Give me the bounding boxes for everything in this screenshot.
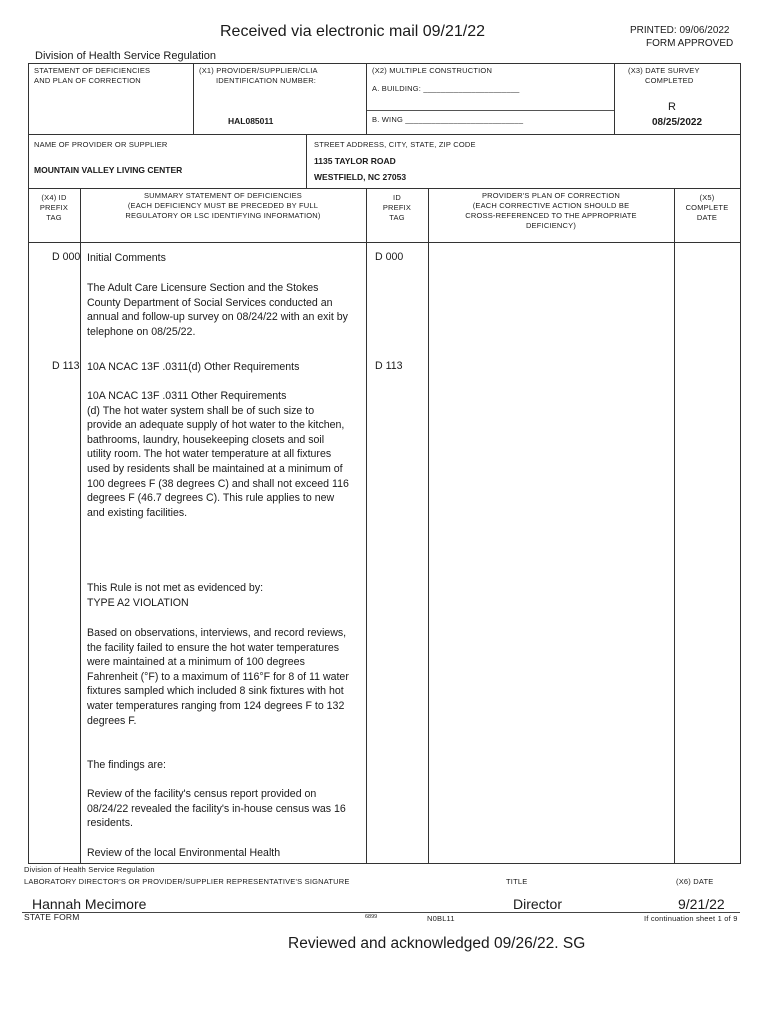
tag-d000-left: D 000 [52, 251, 81, 263]
x3-label-line1: (X3) DATE SURVEY [628, 66, 700, 75]
x2-label: (X2) MULTIPLE CONSTRUCTION [372, 66, 493, 75]
x3-label-line2: COMPLETED [645, 76, 694, 85]
signature-label: LABORATORY DIRECTOR'S OR PROVIDER/SUPPLIER REPRESENTATIVE'S SIGNATURE [24, 877, 350, 886]
census-review: Review of the facility's census report provided on 08/24/22 revealed the facility's in-house census was 16 residents. [87, 788, 346, 830]
x5-header-line1: (X5) [699, 193, 715, 202]
building-field: A. BUILDING: ______________________ [372, 84, 520, 93]
plan-header-line3: CROSS-REFERENCED TO THE APPROPRIATE [465, 211, 637, 220]
id-header-line3: TAG [389, 213, 405, 222]
state-form-label: STATE FORM [24, 912, 80, 922]
x4-header-line1: (X4) ID [41, 193, 67, 202]
tag-d113-left: D 113 [52, 360, 80, 372]
findings-heading: The findings are: [87, 759, 166, 771]
reviewed-stamp: Reviewed and acknowledged 09/26/22. SG [288, 935, 586, 952]
division-title: Division of Health Service Regulation [35, 50, 216, 62]
signature-name: Hannah Mecimore [32, 896, 147, 912]
statement-label-line2: AND PLAN OF CORRECTION [34, 76, 141, 85]
provider-name-label: NAME OF PROVIDER OR SUPPLIER [34, 140, 168, 149]
rule-not-met: This Rule is not met as evidenced by: TYPE A2 VIOLATION [87, 582, 264, 609]
survey-completed-date: 08/25/2022 [652, 117, 703, 128]
id-header-line1: ID [393, 193, 401, 202]
summary-header-line1: SUMMARY STATEMENT OF DEFICIENCIES [143, 191, 302, 200]
footer-division: Division of Health Service Regulation [24, 865, 155, 874]
form-code: N0BL11 [427, 914, 455, 923]
d113-title: 10A NCAC 13F .0311(d) Other Requirements [87, 361, 300, 373]
x5-header-line2: COMPLETE [685, 203, 729, 212]
id-header-line2: PREFIX [382, 203, 412, 212]
form-approved: FORM APPROVED [646, 38, 734, 49]
summary-header [80, 191, 366, 221]
statement-label-line1: STATEMENT OF DEFICIENCIES [34, 66, 151, 75]
summary-header-line2: (EACH DEFICIENCY MUST BE PRECEDED BY FULL [127, 201, 319, 210]
rule-text: 10A NCAC 13F .0311 Other Requirements (d) The hot water system shall be of such size to provide an adequate supply of hot water to the kitchen, bathrooms, laundry, housekeeping closets and soil utility room. The hot water temperature at all fixtures used by residents shall be maintained at a minimum of 100 degrees F (38 degrees C) and shall not exceed 116 degrees F (46.7 degrees C). This rule applies to new and existing facilities. [87, 390, 349, 519]
x5-header [674, 193, 740, 223]
findings-summary: Based on observations, interviews, and record reviews, the facility failed to ensure the hot water temperatures were maintained at a minimum of 100 degrees Fahrenheit (°F) to a maximum of 116°F for 8 of 11 water fixtures sampled which included 8 sink fixtures with hot water temperatures ranging from 124 degrees F to 132 degrees F. [87, 627, 349, 727]
x4-header-line2: PREFIX [39, 203, 69, 212]
x4-header [28, 193, 80, 223]
plan-header-line2: (EACH CORRECTIVE ACTION SHOULD BE [472, 201, 630, 210]
summary-header-line3: REGULATORY OR LSC IDENTIFYING INFORMATION) [125, 211, 321, 220]
signature-title: Director [513, 896, 563, 912]
plan-header-line1: PROVIDER'S PLAN OF CORRECTION [481, 191, 621, 200]
plan-header [428, 191, 674, 231]
form-number-6899: 6899 [365, 914, 378, 920]
title-label: TITLE [506, 877, 528, 886]
address-line2: WESTFIELD, NC 27053 [314, 172, 407, 182]
x1-label-line1: (X1) PROVIDER/SUPPLIER/CLIA [199, 66, 318, 75]
provider-id-number: HAL085011 [228, 116, 274, 126]
x1-label-line2: IDENTIFICATION NUMBER: [216, 76, 317, 85]
provider-name: MOUNTAIN VALLEY LIVING CENTER [34, 165, 183, 175]
environmental-review: Review of the local Environmental Health [87, 847, 281, 859]
survey-type-letter: R [668, 101, 676, 113]
x6-date-label: (X6) DATE [676, 877, 714, 886]
address-label: STREET ADDRESS, CITY, STATE, ZIP CODE [314, 140, 476, 149]
id-header [366, 193, 428, 223]
continuation-sheet: If continuation sheet 1 of 9 [644, 914, 738, 923]
address-line1: 1135 TAYLOR ROAD [314, 156, 396, 166]
signature-date: 9/21/22 [678, 896, 725, 912]
wing-field: B. WING ___________________________ [372, 115, 524, 124]
tag-d000-right: D 000 [375, 251, 404, 263]
initial-comments-title: Initial Comments [87, 252, 166, 264]
plan-header-line4: DEFICIENCY) [525, 221, 577, 230]
initial-comments-text: The Adult Care Licensure Section and the Stokes County Department of Social Services conducted an annual and follow-up survey on 08/24/22 with an exit by telephone on 08/25/22. [87, 282, 348, 338]
x4-header-line3: TAG [46, 213, 62, 222]
printed-date: PRINTED: 09/06/2022 [630, 25, 730, 36]
x5-header-line3: DATE [696, 213, 718, 222]
tag-d113-right: D 113 [375, 360, 403, 372]
received-stamp: Received via electronic mail 09/21/22 [220, 23, 486, 40]
